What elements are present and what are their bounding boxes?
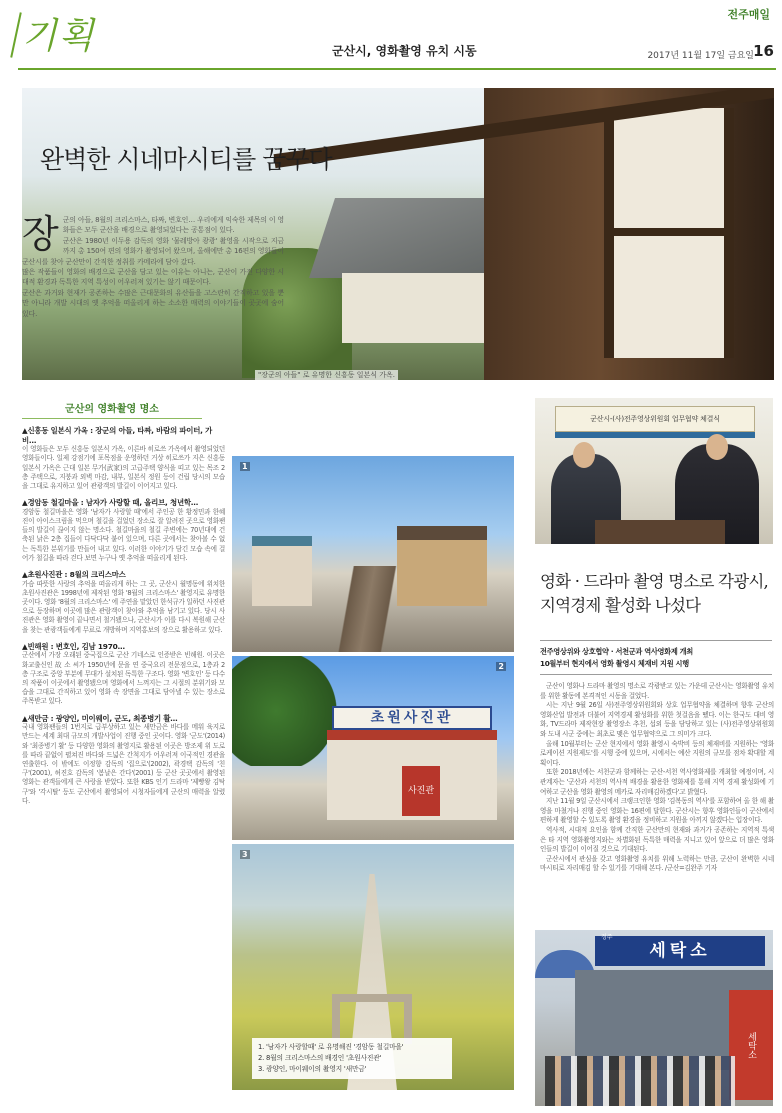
photo-number: 1 — [242, 462, 248, 471]
location-heading: ▲경암동 철길마을 : 남자가 사랑할 때, 올리브, 청년학… — [22, 498, 199, 508]
location-entry — [22, 426, 225, 491]
article-subtitle: 10월부터 현지에서 영화 촬영시 체재비 지원 시행 — [540, 659, 689, 668]
photo-person-head — [706, 434, 728, 460]
article-paragraph: 역사적, 시대적 요인을 함께 간직한 군산만의 현재와 과거가 공존하는 지역적 특색은 타 지역 영화촬영지와는 차별화된 독특한 매력을 지니고 있어 앞으로 더 많은 영화인들의 발길이 이어질 것으로 기대된다. — [540, 825, 774, 854]
photo-photo-studio — [232, 656, 514, 840]
laundry-sign-small: 정주 — [601, 934, 613, 941]
location-body: 이 영화들은 모두 신흥동 일본식 가옥, 이른바 히로쓰 가옥에서 촬영되었던 영화들이다. 일제 강점기에 포목점을 운영하던 거상 히로쓰가 지은 신흥동 일본식 가옥은 근대 일본 무가(武家)의 고급주택 양식을 띠고 있는 목조 2층 주택으로, 지붕과 외벽 마감, 내부, 일본식 정원 등이 건립 당시의 모습을 그대로 유지하고 있어 관광객의 발길이 이어지고 있다. — [22, 445, 225, 490]
article-paragraph: 군산시에서 관심을 갖고 영화촬영 유치를 위해 노력하는 만큼, 군산이 완벽한 시네마시티로 자리매김 할 수 있기를 기대해 본다. /군산=김완주 기자 — [540, 854, 774, 873]
article-rule — [540, 674, 772, 675]
header-rule — [18, 68, 776, 70]
photo-caption: 2. 8월의 크리스마스의 배경인 '초원사진관' — [258, 1054, 382, 1062]
photo-railway-village — [232, 456, 514, 652]
location-body: 가슴 따뜻한 사랑의 추억을 떠올리게 하는 그 곳, 군산시 월명동에 위치한 초원사진관은 1998년에 제작된 영화 '8월의 크리스마스' 촬영지로 유명한 곳이다. 영화 '8월의 크리스마스' 에 주연을 맡았던 한석규가 일하던 사진관으로 등장하며 이곳에 많은 관람객이 찾아와 추억을 남기고 있다. 당시 사진관은 영화 촬영이 끝나면서 철거됐으나, 군산시가 이를 다시 복원해 군산을 찾는 관광객들에게 무료로 개방하며 지역홍보의 장으로 활용하고 있다. — [22, 579, 225, 634]
studio-sign-small: 초원 — [370, 710, 404, 726]
article-paragraph: 군산이 영화나 드라마 촬영의 명소로 각광받고 있는 가운데 군산시는 영화촬영 유치를 위한 활동에 본격적인 시동을 걸었다. — [540, 682, 774, 700]
location-heading: ▲새만금 : 광양인, 미이웨이, 군도, 최종병기 활… — [22, 713, 178, 723]
locations-title: 군산의 영화촬영 명소 — [65, 404, 159, 415]
studio-side-sign: 사진관 — [402, 766, 440, 816]
photo-mou-signing — [535, 398, 773, 544]
hero-caption: "장군의 아들" 로 유명한 신흥동 일본식 가옥. — [255, 370, 398, 380]
intro-paragraph: 군산은 과거와 현재가 공존하는 수많은 근대문화의 유산들을 고스란히 간직하고 있을 뿐만 아니라 개발 시대의 옛 추억을 떠올리게 하는 소소한 매력의 이야기들이 곳곳에 숨어 있다. — [22, 288, 284, 318]
studio-sign-text: 사진관 — [403, 710, 454, 726]
photo-person-head — [573, 442, 595, 468]
section-title: 군산시, 영화촬영 유치 시동 — [332, 44, 477, 58]
location-entry — [22, 642, 225, 707]
issue-date: 2017년 11월 17일 금요일 — [647, 51, 754, 61]
article-rule — [540, 640, 772, 641]
locations-column — [22, 426, 225, 1106]
laundry-sign: 세탁소 — [595, 936, 765, 966]
section-logo: 기획 — [22, 16, 96, 57]
article-body — [540, 682, 774, 874]
feature-title: 완벽한 시네마시티를 꿈꾸다 — [40, 145, 332, 174]
photo-tree — [232, 656, 342, 766]
hero-wall-band — [604, 228, 734, 236]
section-logo-mark — [10, 12, 22, 57]
page-number: 16 — [753, 42, 774, 60]
article-paragraph: 또한 2018년에는 서천군과 함께하는 군산-서천 역사영화제를 개최할 예정이며, 시 관계자는 '군산과 서천의 역사적 배경을 활용한 영화제를 통해 지역 경제 활성화에 기여하고 군산을 영화 촬영의 메카로 자리매김하겠다'고 밝혔다. — [540, 768, 774, 796]
photo-stone-gate — [332, 994, 412, 1044]
location-entry — [22, 570, 225, 635]
studio-sign — [332, 706, 492, 730]
photo-number: 3 — [242, 850, 248, 859]
location-body: 경암동 철길마을은 영화 '남자가 사랑할 때'에서 주인공 한 황정민과 한혜진이 아이스크림을 먹으며 철길을 걸었던 장소로 잘 알려진 곳으로 영화팬들의 발길이 끊이지 않는 명소다. 철길마을의 철길 주변에는 70년대에 건축된 낡은 2층 집들이 다닥다닥 붙어 있으며, 다른 곳에서는 찾아볼 수 없는 독특한 분위기를 만들어 내고 있다. 이러한 이야기가 담긴 모습 속에 걸어가 철길을 따라 걷다 보면 누구나 옛 추억을 떠올리게 된다. — [22, 507, 225, 562]
mou-banner: 군산시-(사)전주영상위원회 업무협약 체결식 — [555, 406, 755, 432]
photo-film-crew — [545, 1056, 735, 1106]
intro-paragraph: 많은 작품들이 영화의 배경으로 군산을 담고 있는 이유는 아니는, 군산이 가진 다양한 시대적 환경과 독특한 지역 특성이 어우러져 있기는 않기 때문이다. — [22, 268, 284, 287]
article-title: 영화 · 드라마 촬영 명소로 각광시, 지역경제 활성화 나섰다 — [540, 572, 768, 615]
photo-captions — [252, 1038, 452, 1079]
location-body: 국내 영화팬들의 1번지로 급부상하고 있는 새만금은 바다를 메워 육지로 만드는 세계 최대 규모의 개발사업이 진행 중인 곳이다. 영화 '군도'(2014)와 '최종병기 활' 등 다양한 영화의 촬영지로 활용된 이곳은 방조제 위 도로를 따라 끝없이 펼쳐진 바다와 드넓은 간척지가 어우러져 이국적인 경관을 연출한다. 이 밖에도 이정향 감독의 '집으로'(2002), 곽경택 감독의 '친구'(2001), 허진호 감독의 '봄날은 간다'(2001) 등 군산 곳곳에서 촬영된 영화는 관객들에게 큰 사랑을 받았다. 또한 KBS 인기 드라마 '제빵왕 김탁구'와 '각시탈' 등도 군산에서 촬영되어 시청자들에게 군산의 매력을 알렸다. — [22, 723, 225, 805]
photo-laundry-shop — [535, 930, 773, 1106]
article-paragraph: 올해 10월부터는 군산 현지에서 영화 촬영시 숙박비 등의 체재비를 지원하는 '영화 로케이션 지원제도'를 시행 중에 있으며, 시에서는 예산 지원의 규모를 점차 확대할 계획이다. — [540, 739, 774, 767]
location-body: 군산에서 가장 오래된 중국집으로 군산 기네스로 인증받은 빈해원. 이곳은 화교출신인 故 소 씨가 1950년에 문을 연 중국요리 전문점으로, 1층과 2층 구조로 중앙 부분에 무대가 설치된 독특한 구조다. 영화 '변호인' 등 다수의 작품이 이곳에서 촬영됐으며 영화에서 느껴지는 그 시절의 분위기와 모습을 그대로 간직하고 있어 영화 속 장면을 그대로 담아낼 수 있는 장소로 주목받고 있다. — [22, 651, 225, 706]
photo-number: 2 — [498, 662, 504, 671]
article-subtitle: 전주영상위와 상호협약 · 서천군과 역사영화제 개최 — [540, 647, 693, 656]
intro-text — [22, 212, 284, 319]
page-header — [0, 0, 782, 72]
photo-caption: 1. '남자가 사랑할때' 로 유명해진 '경암동 철길마을' — [258, 1043, 404, 1051]
drop-cap: 장 — [22, 212, 59, 256]
location-entry — [22, 714, 225, 806]
photo-rail-tracks — [302, 566, 432, 652]
intro-paragraph: 군산은 1980년 이두용 감독의 영화 '물레방아 쾅쾅' 촬영을 시작으로 지금까지 총 150여 편의 영화가 촬영되어 왔으며, 올해에만 총 16편의 영화들이 군산시를 찾아 군산만이 간직한 정취를 카메라에 담아 갔다. — [22, 236, 284, 266]
location-heading: ▲초원사진관 : 8월의 크리스마스 — [22, 570, 126, 580]
article-paragraph: 지난 11월 9일 군산시에서 크랭크인한 영화 '김복동의 역사'를 포함하여 올 한 해 촬영을 마쳤거나 진행 중인 영화는 16편에 달한다. 군산시는 향후 영화인들이 군산에서 편하게 촬영할 수 있도록 촬영 환경을 정비하고 지원을 아끼지 않겠다는 입장이다. — [540, 797, 774, 825]
locations-title-rule — [22, 418, 202, 419]
article-paragraph: 시는 지난 9월 26일 사)전주영상위원회와 상호 업무협약을 체결하며 향후 군산의 영화산업 발전과 더불어 지역경제 활성화를 위한 첫걸음을 뗐다. 이는 한국도 대비 영화, TV드라마 제작현장 촬영장소 추천, 섭외 등을 담당하고 있는 (사)전주영상위원회와 도내 시군 중에는 최초로 맺은 업무협약으로 그 의미가 크다. — [540, 701, 774, 738]
location-entry — [22, 498, 225, 563]
location-heading: ▲빈해원 : 변호인, 김남 1970… — [22, 641, 125, 651]
intro-paragraph: 군의 아들, 8월의 크리스마스, 타짜, 변호인… 우리에게 익숙한 제목의 이 영화들은 모두 군산을 배경으로 촬영되었다는 공통점이 있다. — [62, 216, 284, 235]
newspaper-name: 전주매일 — [727, 8, 770, 21]
photo-signing-table — [595, 520, 725, 544]
photo-caption: 3. 광양인, 마이웨이의 촬영지 '새만금' — [258, 1065, 367, 1073]
laundry-side-sign: 세탁소 — [729, 990, 773, 1100]
location-heading: ▲신흥동 일본식 가옥 : 장군의 아들, 타짜, 바람의 파이터, 가비… — [22, 426, 213, 445]
